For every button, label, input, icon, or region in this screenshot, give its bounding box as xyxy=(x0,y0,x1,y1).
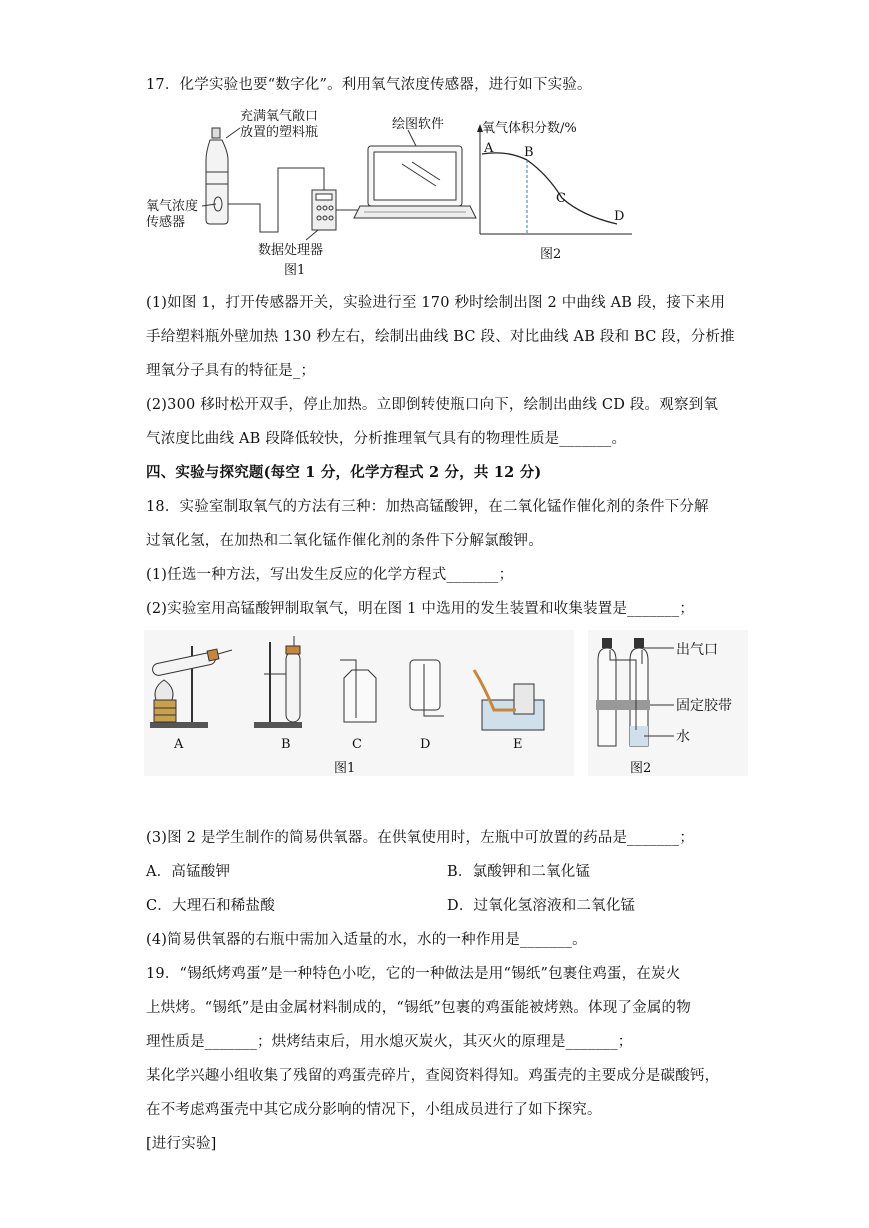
q17-part1-line1: (1)如图 1，打开传感器开关，实验进行至 170 秒时绘制出图 2 中曲线 AB 段，接下来用 xyxy=(146,295,726,311)
sensor-label-2: 传感器 xyxy=(146,215,186,230)
processor-label: 数据处理器 xyxy=(258,243,324,258)
q19-line5: 在不考虑鸡蛋壳中其它成分影响的情况下，小组成员进行了如下探究。 xyxy=(146,1102,602,1118)
q18-part3: (3)图 2 是学生制作的简易供氧器。在供氧使用时，左瓶中可放置的药品是_______； xyxy=(146,830,695,846)
apparatus-b-label: B xyxy=(281,737,291,752)
q19-line6: [进行实验] xyxy=(146,1136,217,1152)
data-processor-icon xyxy=(312,190,336,230)
q18-line2: 过氧化氢，在加热和二氧化锰作催化剂的条件下分解氯酸钾。 xyxy=(146,533,543,549)
q17-part1-line3: 理氧分子具有的特征是_； xyxy=(146,363,316,379)
q19-line1: 19．“锡纸烤鸡蛋”是一种特色小吃，它的一种做法是用“锡纸”包裹住鸡蛋，在炭火 xyxy=(146,966,681,982)
bottle-label-1: 充满氧气敞口 xyxy=(240,109,319,124)
q17-intro: 17．化学实验也要“数字化”。利用氧气浓度传感器，进行如下实验。 xyxy=(146,77,592,93)
q18-option-b: B．氯酸钾和二氧化锰 xyxy=(447,864,591,880)
apparatus-a-label: A xyxy=(174,737,184,752)
figure-2-caption: 图2 xyxy=(540,247,562,262)
section-4-title: 四、实验与探究题(每空 1 分，化学方程式 2 分，共 12 分) xyxy=(146,464,542,481)
apparatus-d-label: D xyxy=(420,737,431,752)
q19-line2: 上烘烤。“锡纸”是由金属材料制成的，“锡纸”包裹的鸡蛋能被烤熟。体现了金属的物 xyxy=(146,1000,691,1016)
q18-figure-1-caption: 图1 xyxy=(334,761,356,776)
q18-option-d: D．过氧化氢溶液和二氧化锰 xyxy=(447,898,636,914)
q18-option-a: A．高锰酸钾 xyxy=(146,864,231,880)
water-label: 水 xyxy=(676,729,690,745)
q18-figure-2-caption: 图2 xyxy=(630,761,652,776)
point-b-label: B xyxy=(524,145,534,160)
q18-figure-2-oxygen-supplier xyxy=(588,630,748,776)
chart-ylabel: 氧气体积分数/% xyxy=(482,121,577,136)
tape-label: 固定胶带 xyxy=(676,698,732,714)
q17-part2-line2: 气浓度比曲线 AB 段降低较快，分析推理氧气具有的物理性质是_______。 xyxy=(146,431,627,447)
oxygen-curve xyxy=(482,153,617,224)
q18-part2: (2)实验室用高锰酸钾制取氧气，明在图 1 中选用的发生装置和收集装置是_______； xyxy=(146,601,695,617)
point-c-label: C xyxy=(556,191,566,206)
q18-line1: 18．实验室制取氧气的方法有三种：加热高锰酸钾，在二氧化锰作催化剂的条件下分解 xyxy=(146,499,709,515)
q17-part1-line2: 手给塑料瓶外壁加热 130 秒左右，绘制出曲线 BC 段、对比曲线 AB 段和 BC 段，分析推 xyxy=(146,329,735,345)
apparatus-d-icon xyxy=(410,660,444,716)
q19-line4: 某化学兴趣小组收集了残留的鸡蛋壳碎片，查阅资料得知。鸡蛋壳的主要成分是碳酸钙， xyxy=(146,1068,720,1084)
q18-option-c: C．大理石和稀盐酸 xyxy=(146,898,275,914)
apparatus-c-label: C xyxy=(352,737,362,752)
q17-figure-2-oxygen-curve xyxy=(472,108,642,264)
point-d-label: D xyxy=(614,209,625,224)
q18-figure-1-apparatus xyxy=(144,630,574,776)
sensor-label-1: 氧气浓度 xyxy=(146,199,199,214)
q17-part2-line1: (2)300 移时松开双手，停止加热。立即倒转使瓶口向下，绘制出曲线 CD 段。观察到氧 xyxy=(146,397,719,413)
laptop-icon xyxy=(354,146,476,218)
plastic-bottle-icon xyxy=(206,128,228,224)
outlet-label: 出气口 xyxy=(676,642,718,658)
q18-part4: (4)简易供氧器的右瓶中需加入适量的水，水的一种作用是_______。 xyxy=(146,932,587,948)
bottle-label-2: 放置的塑料瓶 xyxy=(240,125,319,140)
q19-line3: 理性质是_______；烘烤结束后，用水熄灭炭火，其灭火的原理是_______； xyxy=(146,1034,633,1050)
apparatus-e-label: E xyxy=(513,737,523,752)
q18-part1: (1)任选一种方法，写出发生反应的化学方程式_______； xyxy=(146,567,514,583)
q17-figure-1 xyxy=(140,100,480,282)
point-a-label: A xyxy=(484,141,494,156)
figure-1-caption: 图1 xyxy=(284,263,306,278)
software-label: 绘图软件 xyxy=(392,117,445,132)
